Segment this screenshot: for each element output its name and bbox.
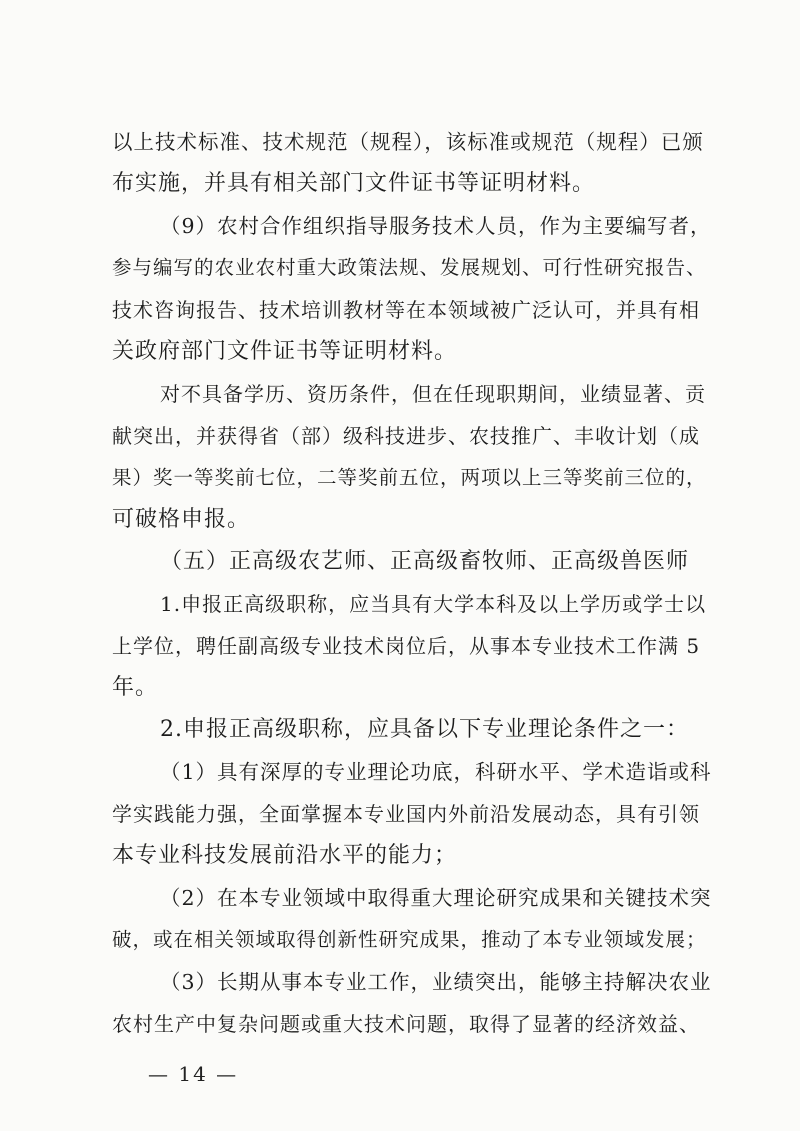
text-line: 以上技术标准、技术规范（规程），该标准或规范（规程）已颁 (112, 130, 704, 154)
text-line: 农村生产中复杂问题或重大技术问题，取得了显著的经济效益、 (112, 1012, 700, 1036)
text-line: （9）农村合作组织指导服务技术人员，作为主要编写者， (160, 214, 712, 238)
text-line: 参与编写的农业农村重大政策法规、发展规划、可行性研究报告、 (112, 256, 707, 279)
text-line: 本专业科技发展前沿水平的能力； (112, 843, 458, 868)
section-heading: （五）正高级农艺师、正高级畜牧师、正高级兽医师 (160, 549, 690, 574)
text-line: 对不具备学历、资历条件，但在任现职期间，业绩显著、贡 (160, 382, 706, 406)
text-line: 献突出，并获得省（部）级科技进步、农技推广、丰收计划（成 (112, 424, 700, 448)
text-line: 2.申报正高级职称，应具备以下专业理论条件之一： (160, 717, 689, 742)
text-line: 布实施，并具有相关部门文件证书等证明材料。 (112, 171, 596, 196)
text-line: 上学位，聘任副高级专业技术岗位后，从事本专业技术工作满 5 (112, 634, 701, 658)
text-line: 1.申报正高级职称，应当具有大学本科及以上学历或学士以 (160, 592, 707, 616)
text-line: 学实践能力强，全面掌握本专业国内外前沿发展动态，具有引领 (112, 802, 700, 826)
text-line: 可破格申报。 (112, 507, 251, 532)
text-line: （3）长期从事本专业工作，业绩突出，能够主持解决农业 (160, 970, 712, 994)
text-line: 果）奖一等奖前七位，二等奖前五位，两项以上三等奖前三位的， (112, 466, 707, 489)
text-line: 年。 (112, 675, 159, 700)
text-line: 破，或在相关领域取得创新性研究成果，推动了本专业领域发展； (112, 928, 707, 951)
text-line: （1）具有深厚的专业理论功底，科研水平、学术造诣或科 (160, 760, 712, 784)
page-number: — 14 — (148, 1062, 239, 1086)
text-line: （2）在本专业领域中取得重大理论研究成果和关键技术突 (160, 886, 712, 910)
text-line: 技术咨询报告、技术培训教材等在本领域被广泛认可，并具有相 (112, 298, 700, 322)
text-line: 关政府部门文件证书等证明材料。 (112, 339, 458, 364)
